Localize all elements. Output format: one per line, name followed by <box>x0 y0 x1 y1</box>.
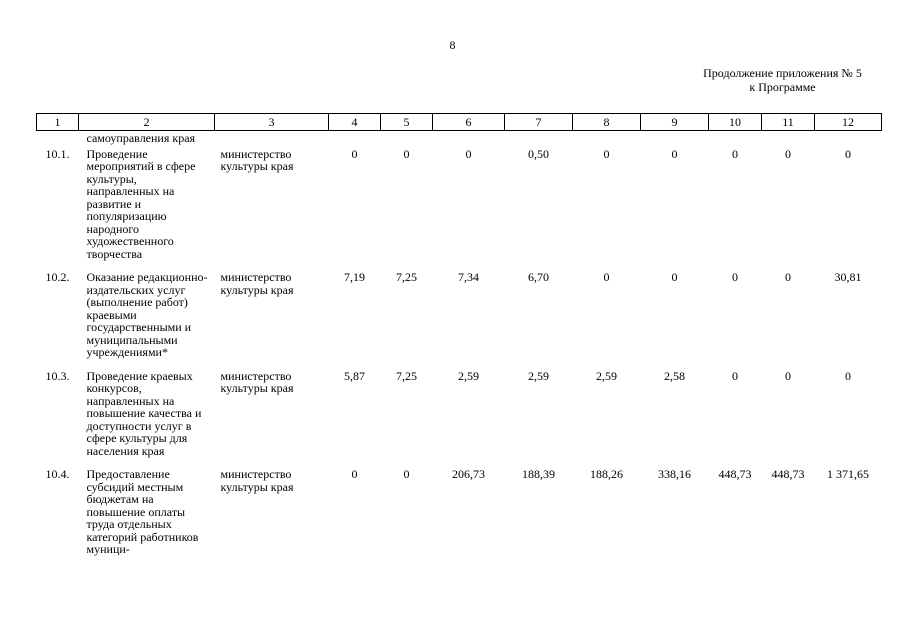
row-number: 10.2. <box>45 270 70 284</box>
value-cell: 0 <box>785 270 791 284</box>
value-cell: 0 <box>732 146 738 161</box>
value-cell: 0 <box>403 146 410 161</box>
executor: министерство культуры края <box>220 270 294 297</box>
row-number: 10.1. <box>45 146 70 161</box>
value-cell: 0 <box>465 146 472 161</box>
table-row <box>37 465 882 556</box>
column-header: 10 <box>709 114 762 131</box>
measure-name: Проведение краевых конкурсов, направленных на повышение качества и доступности услуг в сфере культуры для населения края <box>86 368 202 458</box>
value-cell: 7,34 <box>458 270 479 284</box>
value-cell: 2,59 <box>528 368 549 383</box>
executor: министерство культуры края <box>220 146 294 173</box>
value-cell: 6,70 <box>528 270 549 284</box>
value-cell: 0 <box>732 368 738 383</box>
measure-name: Оказание редакционно-издательских услуг (выполнение работ) краевыми государственными и муниципальными учреждениями* <box>86 270 208 359</box>
column-header: 5 <box>381 114 433 131</box>
column-header: 8 <box>573 114 641 131</box>
value-cell: 0,50 <box>528 146 549 161</box>
column-header: 12 <box>815 114 882 131</box>
value-cell: 188,26 <box>590 467 623 481</box>
column-header: 6 <box>433 114 505 131</box>
value-cell: 0 <box>785 146 791 161</box>
value-cell: 0 <box>403 467 410 481</box>
value-cell: 2,58 <box>664 368 685 383</box>
value-cell: 0 <box>671 146 678 161</box>
value-cell: 0 <box>845 146 851 161</box>
continuation-text: самоуправления края <box>86 131 196 145</box>
appendix-line-1: Продолжение приложения № 5 <box>703 66 862 80</box>
executor: министерство культуры края <box>220 368 294 395</box>
measure-name: Проведение мероприятий в сфере культуры, направленных на развитие и популяризацию народного художественного творчества <box>86 146 196 261</box>
value-cell: 0 <box>671 270 678 284</box>
value-cell: 7,25 <box>396 270 417 284</box>
table-row <box>37 145 882 269</box>
column-header: 4 <box>329 114 381 131</box>
column-header: 2 <box>79 114 215 131</box>
column-header: 1 <box>37 114 79 131</box>
column-number-row <box>37 114 882 131</box>
value-cell: 0 <box>785 368 791 383</box>
measure-name: Предоставление субсидий местным бюджетам на повышение оплаты труда отдельных категорий работников муници- <box>86 467 199 556</box>
column-header: 11 <box>762 114 815 131</box>
value-cell: 7,25 <box>396 368 417 383</box>
column-header: 3 <box>215 114 329 131</box>
program-table <box>36 113 882 556</box>
appendix-line-2: к Программе <box>749 80 816 94</box>
table-row <box>37 268 882 367</box>
row-number: 10.3. <box>45 368 70 383</box>
row-number: 10.4. <box>45 467 70 481</box>
value-cell: 448,73 <box>718 467 752 481</box>
executor: министерство культуры края <box>220 467 294 494</box>
appendix-caption <box>690 66 875 94</box>
column-header: 7 <box>505 114 573 131</box>
column-header: 9 <box>641 114 709 131</box>
page-number: 8 <box>449 38 456 52</box>
value-cell: 0 <box>351 146 358 161</box>
value-cell: 1 371,65 <box>827 467 869 481</box>
value-cell: 2,59 <box>596 368 617 383</box>
value-cell: 0 <box>603 270 610 284</box>
value-cell: 5,87 <box>344 368 365 383</box>
value-cell: 7,19 <box>344 270 365 284</box>
value-cell: 338,16 <box>658 467 691 481</box>
table-row <box>37 367 882 466</box>
value-cell: 0 <box>845 368 851 383</box>
value-cell: 0 <box>732 270 738 284</box>
continuation-row <box>37 131 882 145</box>
program-table-wrapper <box>36 113 882 556</box>
value-cell: 0 <box>603 146 610 161</box>
value-cell: 206,73 <box>452 467 485 481</box>
value-cell: 188,39 <box>522 467 555 481</box>
value-cell: 0 <box>351 467 358 481</box>
value-cell: 2,59 <box>458 368 479 383</box>
value-cell: 30,81 <box>834 270 862 284</box>
value-cell: 448,73 <box>771 467 805 481</box>
